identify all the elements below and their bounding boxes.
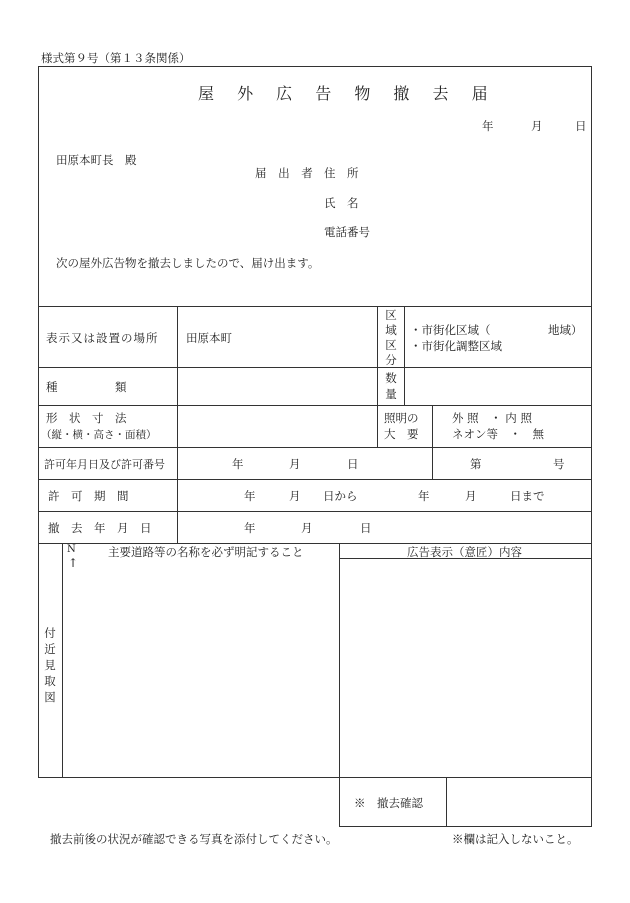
- quantity-label: 数 量: [385, 371, 397, 401]
- table-rule: [62, 543, 63, 778]
- form-title: 屋 外 広 告 物 撤 去 届: [198, 84, 497, 103]
- permit-date-day: 日: [347, 457, 359, 471]
- design-header: 広告表示（意匠）内容: [407, 545, 522, 559]
- location-label: 表示又は設置の場所: [46, 331, 159, 345]
- address-label: 住 所: [324, 166, 359, 180]
- north-arrow-icon: ↑: [68, 556, 79, 570]
- applicant-header: 届 出 者: [255, 166, 317, 180]
- map-note: 主要道路等の名称を必ず明記すること: [108, 545, 304, 559]
- table-rule: [446, 777, 447, 827]
- removal-confirm-label: ※ 撤去確認: [354, 796, 423, 810]
- zone-label: 区 域 区 分: [385, 308, 397, 367]
- removal-date-month: 月: [301, 521, 313, 535]
- date-day: 日: [575, 119, 587, 133]
- name-label: 氏 名: [324, 196, 359, 210]
- period-end-year: 年: [418, 489, 430, 503]
- period-end-month: 月: [465, 489, 477, 503]
- date-year: 年: [482, 119, 494, 133]
- shape-sub-label: （縦・横・高さ・面積）: [41, 429, 157, 441]
- permit-number-prefix: 第: [470, 457, 482, 471]
- table-rule: [38, 367, 592, 368]
- footer-photo-note: 撤去前後の状況が確認できる写真を添付してください。: [50, 832, 338, 846]
- type-label: 種 類: [46, 380, 127, 394]
- date-month: 月: [531, 119, 543, 133]
- permit-date-year: 年: [232, 457, 244, 471]
- lighting-label: 照明の 大 要: [384, 411, 419, 441]
- period-start-month: 月: [289, 489, 301, 503]
- removal-date-year: 年: [244, 521, 256, 535]
- statement: 次の屋外広告物を撤去しましたので、届け出ます。: [56, 256, 320, 270]
- table-rule: [177, 306, 178, 543]
- table-rule: [38, 447, 592, 448]
- permit-date-month: 月: [289, 457, 301, 471]
- period-start-day: 日から: [323, 489, 358, 503]
- footer-no-entry-note: ※欄は記入しないこと。: [452, 832, 579, 846]
- north-label: N: [67, 544, 76, 555]
- table-rule: [377, 306, 378, 447]
- permit-number-suffix: 号: [553, 457, 565, 471]
- permit-date-label: 許可年月日及び許可番号: [44, 458, 165, 471]
- map-side-label: 付 近 見 取 図: [44, 626, 56, 704]
- addressee: 田原本町長 殿: [56, 153, 137, 167]
- table-rule: [38, 479, 592, 480]
- period-end-day: 日まで: [510, 489, 545, 503]
- zone-option-control: ・市街化調整区域: [410, 339, 502, 353]
- table-rule: [404, 306, 405, 405]
- removal-date-label: 撤 去 年 月 日: [48, 521, 152, 535]
- shape-label: 形 状 寸 法: [46, 411, 127, 425]
- form-number: 様式第９号（第１３条関係）: [41, 51, 191, 65]
- table-rule: [38, 405, 592, 406]
- phone-label: 電話番号: [324, 225, 370, 239]
- table-rule: [38, 511, 592, 512]
- table-rule: [38, 306, 592, 307]
- period-start-year: 年: [244, 489, 256, 503]
- lighting-options: 外 照 ・ 内 照 ネオン等 ・ 無: [452, 411, 544, 441]
- table-rule: [432, 405, 433, 479]
- zone-option-urban: ・市街化区域（ 地域）: [410, 323, 583, 337]
- removal-date-day: 日: [360, 521, 372, 535]
- location-value: 田原本町: [186, 331, 232, 345]
- permit-period-label: 許 可 期 間: [48, 489, 129, 503]
